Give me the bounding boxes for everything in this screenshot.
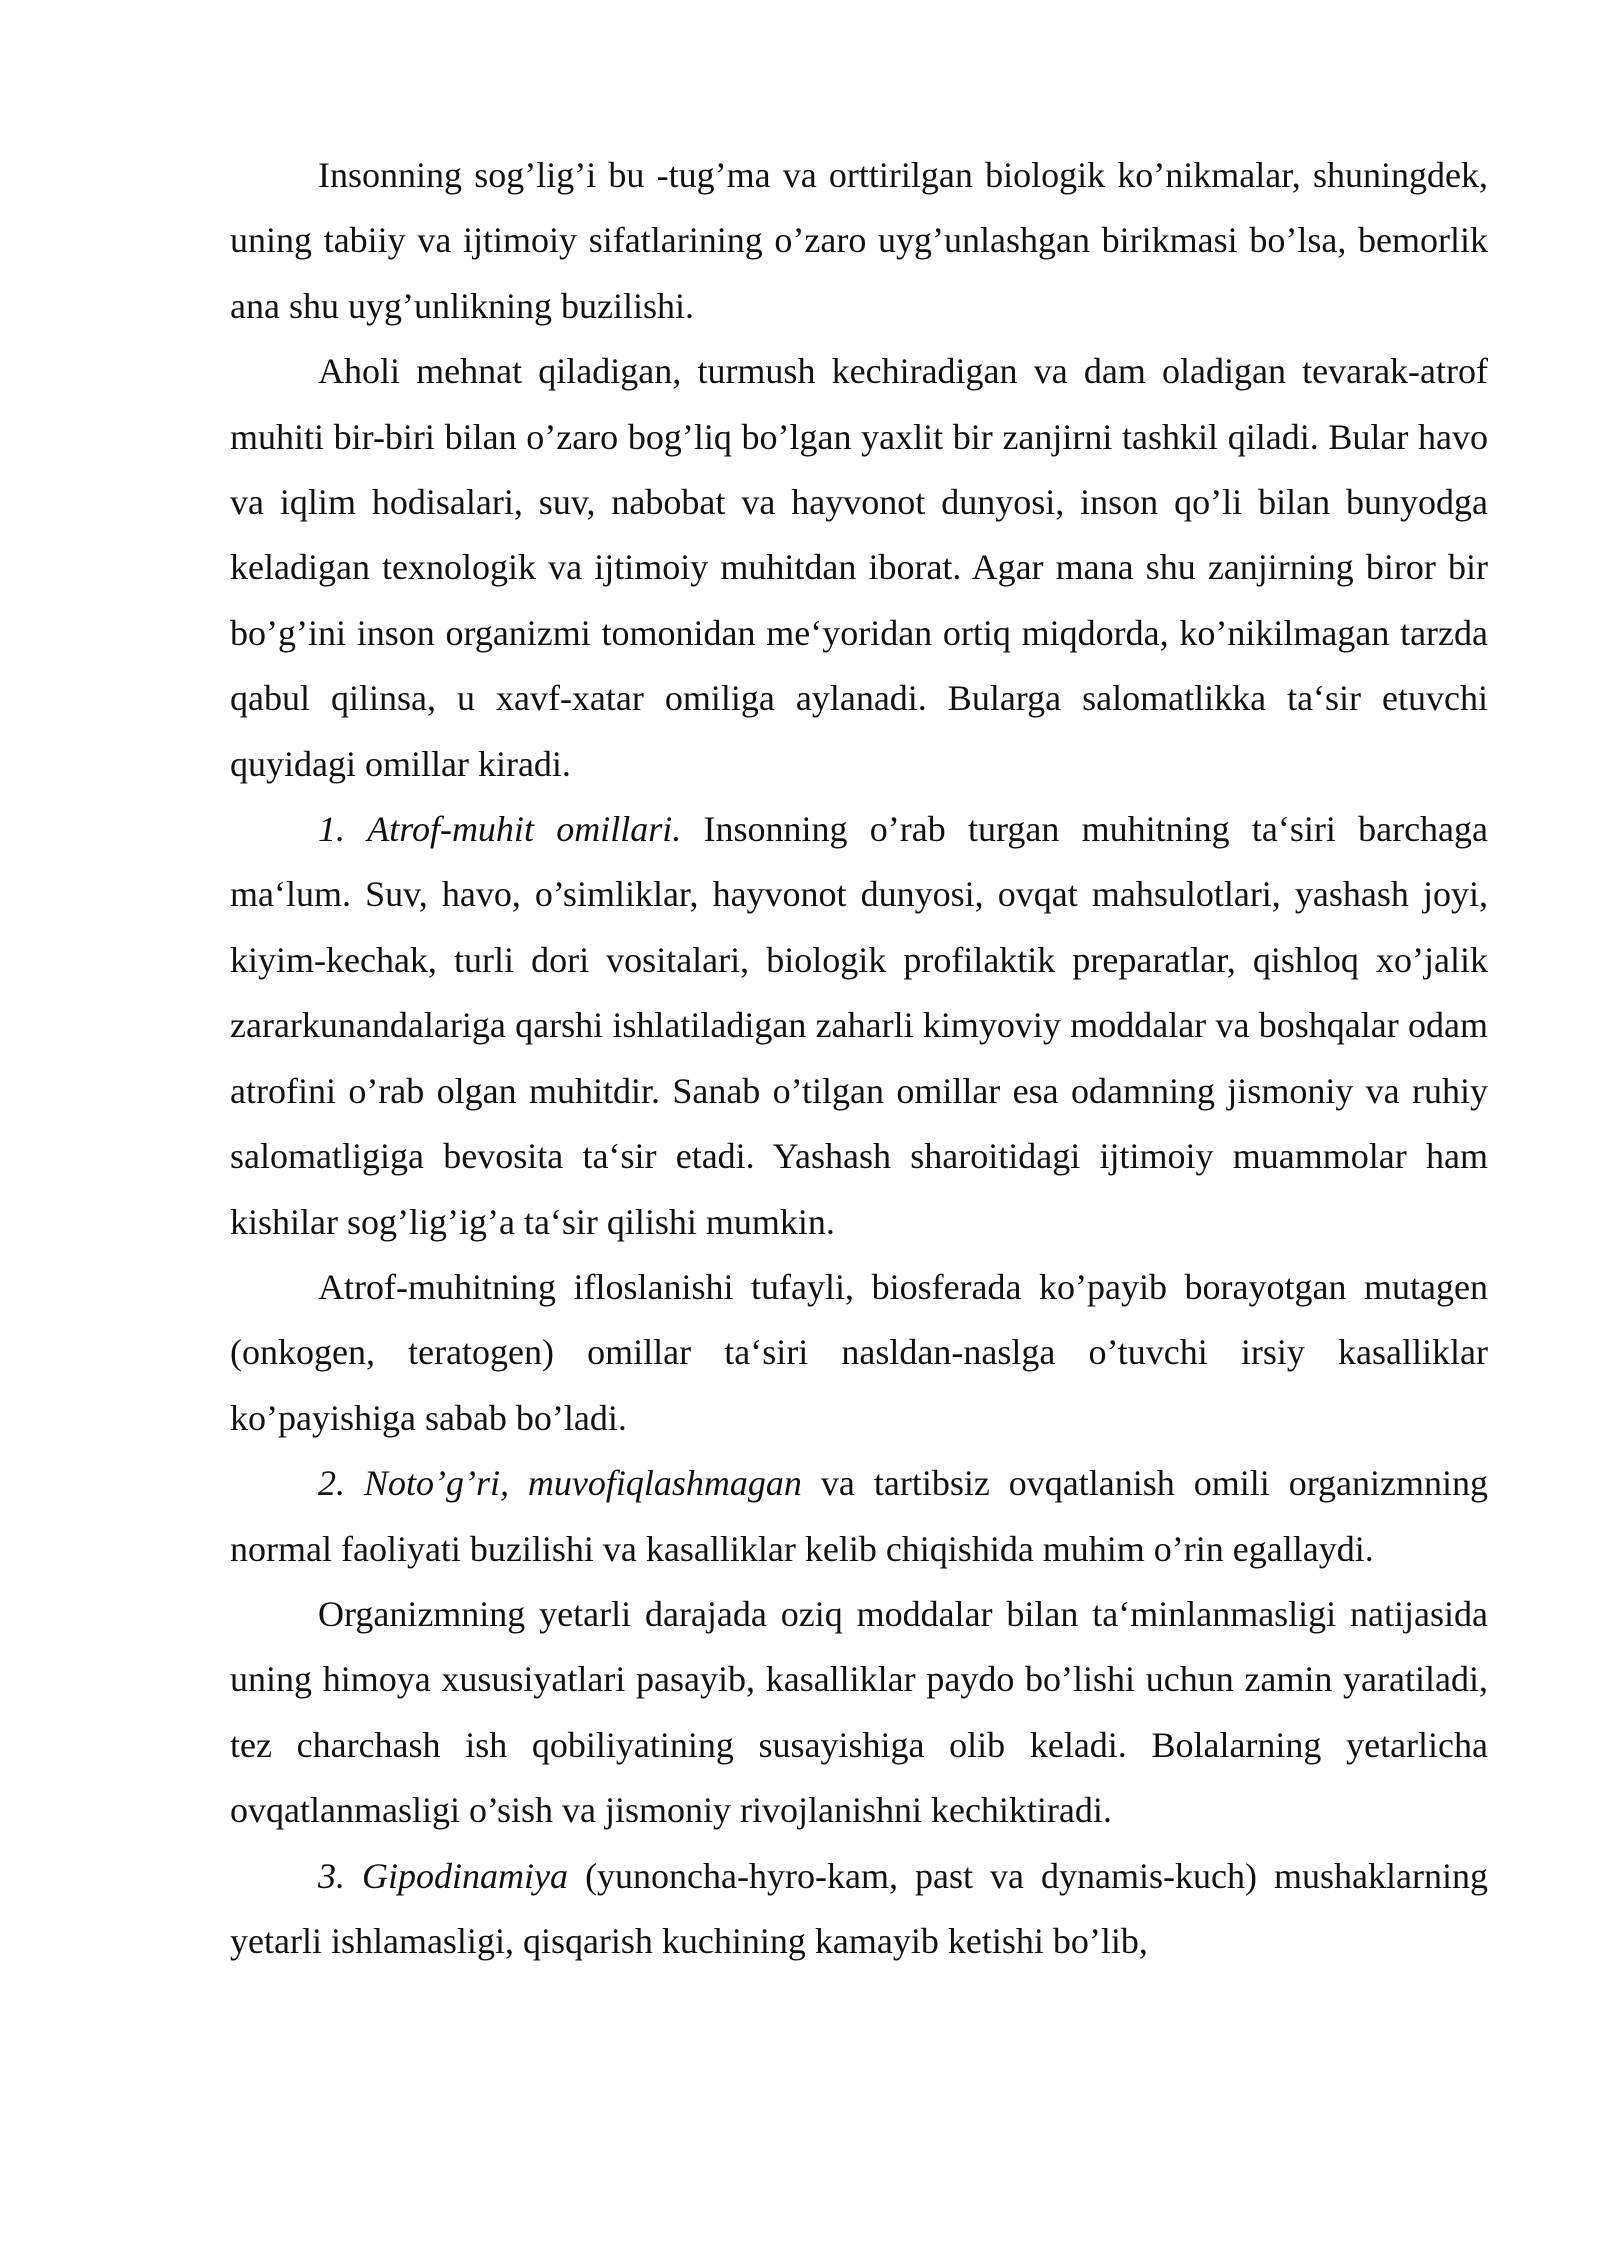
paragraph-environment-chain <box>230 339 1488 797</box>
list-number: 2. <box>318 1463 345 1504</box>
paragraph-text: Insonning sog’lig’i bu -tug’ma va orttirilgan biologik ko’nikmalar, shuningdek, uning tabiiy va ijtimoiy sifatlarining o’zaro uyg’unlashgan birikmasi bo’lsa, bemorlik ana shu uyg’unlikning buzilishi. <box>230 155 1488 326</box>
paragraph-text: Aholi mehnat qiladigan, turmush kechiradigan va dam oladigan tevarak-atrof muhiti bir-biri bilan o’zaro bog’liq bo’lgan yaxlit bir zanjirni tashkil qiladi. Bular havo va iqlim hodisalari, suv, nabobat va hayvonot dunyosi, inson qo’li bilan bunyodga keladigan texnologik va ijtimoiy muhitdan iborat. Agar mana shu zanjirning biror bir bo’g’ini inson organizmi tomonidan me‘yoridan ortiq miqdorda, ko’nikilmagan tarzda qabul qilinsa, u xavf-xatar omiliga aylanadi. Bularga salomatlikka ta‘sir etuvchi quyidagi omillar kiradi. <box>230 351 1488 784</box>
document-page <box>230 143 1488 1974</box>
paragraph-text: Atrof-muhitning ifloslanishi tufayli, biosferada ko’payib borayotgan mutagen (onkogen, teratogen) omillar ta‘siri nasldan-naslga o’tuvchi irsiy kasalliklar ko’payishiga sabab bo’ladi. <box>230 1266 1488 1438</box>
list-number: 1. <box>318 809 345 850</box>
paragraph-health-definition <box>230 143 1488 339</box>
paragraph-text: Organizmning yetarli darajada oziq moddalar bilan ta‘minlanmasligi natijasida uning himoya xususiyatlari pasayib, kasalliklar paydo bo’lishi uchun zamin yaratiladi, tez charchash ish qobiliyatining susayishiga olib keladi. Bolalarning yetarlicha ovqatlanmasligi o’sish va jismoniy rivojlanishni kechiktiradi. <box>230 1593 1488 1831</box>
paragraph-nutrition-factor <box>230 1451 1488 1582</box>
paragraph-environmental-factors <box>230 797 1488 1255</box>
emphasized-term: Atrof-muhit omillari. <box>367 809 682 850</box>
paragraph-text: Insonning o’rab turgan muhitning ta‘siri barchaga ma‘lum. Suv, havo, o’simliklar, hayvonot dunyosi, ovqat mahsulotlari, yashash joyi, kiyim-kechak, turli dori vositalari, biologik profilaktik preparatlar, qishloq xo’jalik zararkunandalariga qarshi ishlatiladigan zaharli kimyoviy moddalar va boshqalar odam atrofini o’rab olgan muhitdir. Sanab o’tilgan omillar esa odamning jismoniy va ruhiy salomatligiga bevosita ta‘sir etadi. Yashash sharoitidagi ijtimoiy muammolar ham kishilar sog’lig’ig’a ta‘sir qilishi mumkin. <box>230 809 1489 1242</box>
paragraph-pollution <box>230 1255 1488 1451</box>
list-number: 3. <box>318 1855 345 1896</box>
paragraph-hypodynamia <box>230 1844 1488 1975</box>
paragraph-text: va tartibsiz ovqatlanish omili organizmning normal faoliyati buzilishi va kasalliklar kelib chiqishida muhim o’rin egallaydi. <box>230 1463 1488 1569</box>
emphasized-term: Gipodinamiya <box>362 1855 569 1896</box>
paragraph-malnutrition <box>230 1582 1488 1844</box>
paragraph-text: (yunoncha-hyro-kam, past va dynamis-kuch) mushaklarning yetarli ishlamasligi, qisqarish kuchining kamayib ketishi bo’lib, <box>230 1855 1488 1961</box>
emphasized-term: Noto’g’ri, muvofiqlashmagan <box>363 1463 802 1504</box>
